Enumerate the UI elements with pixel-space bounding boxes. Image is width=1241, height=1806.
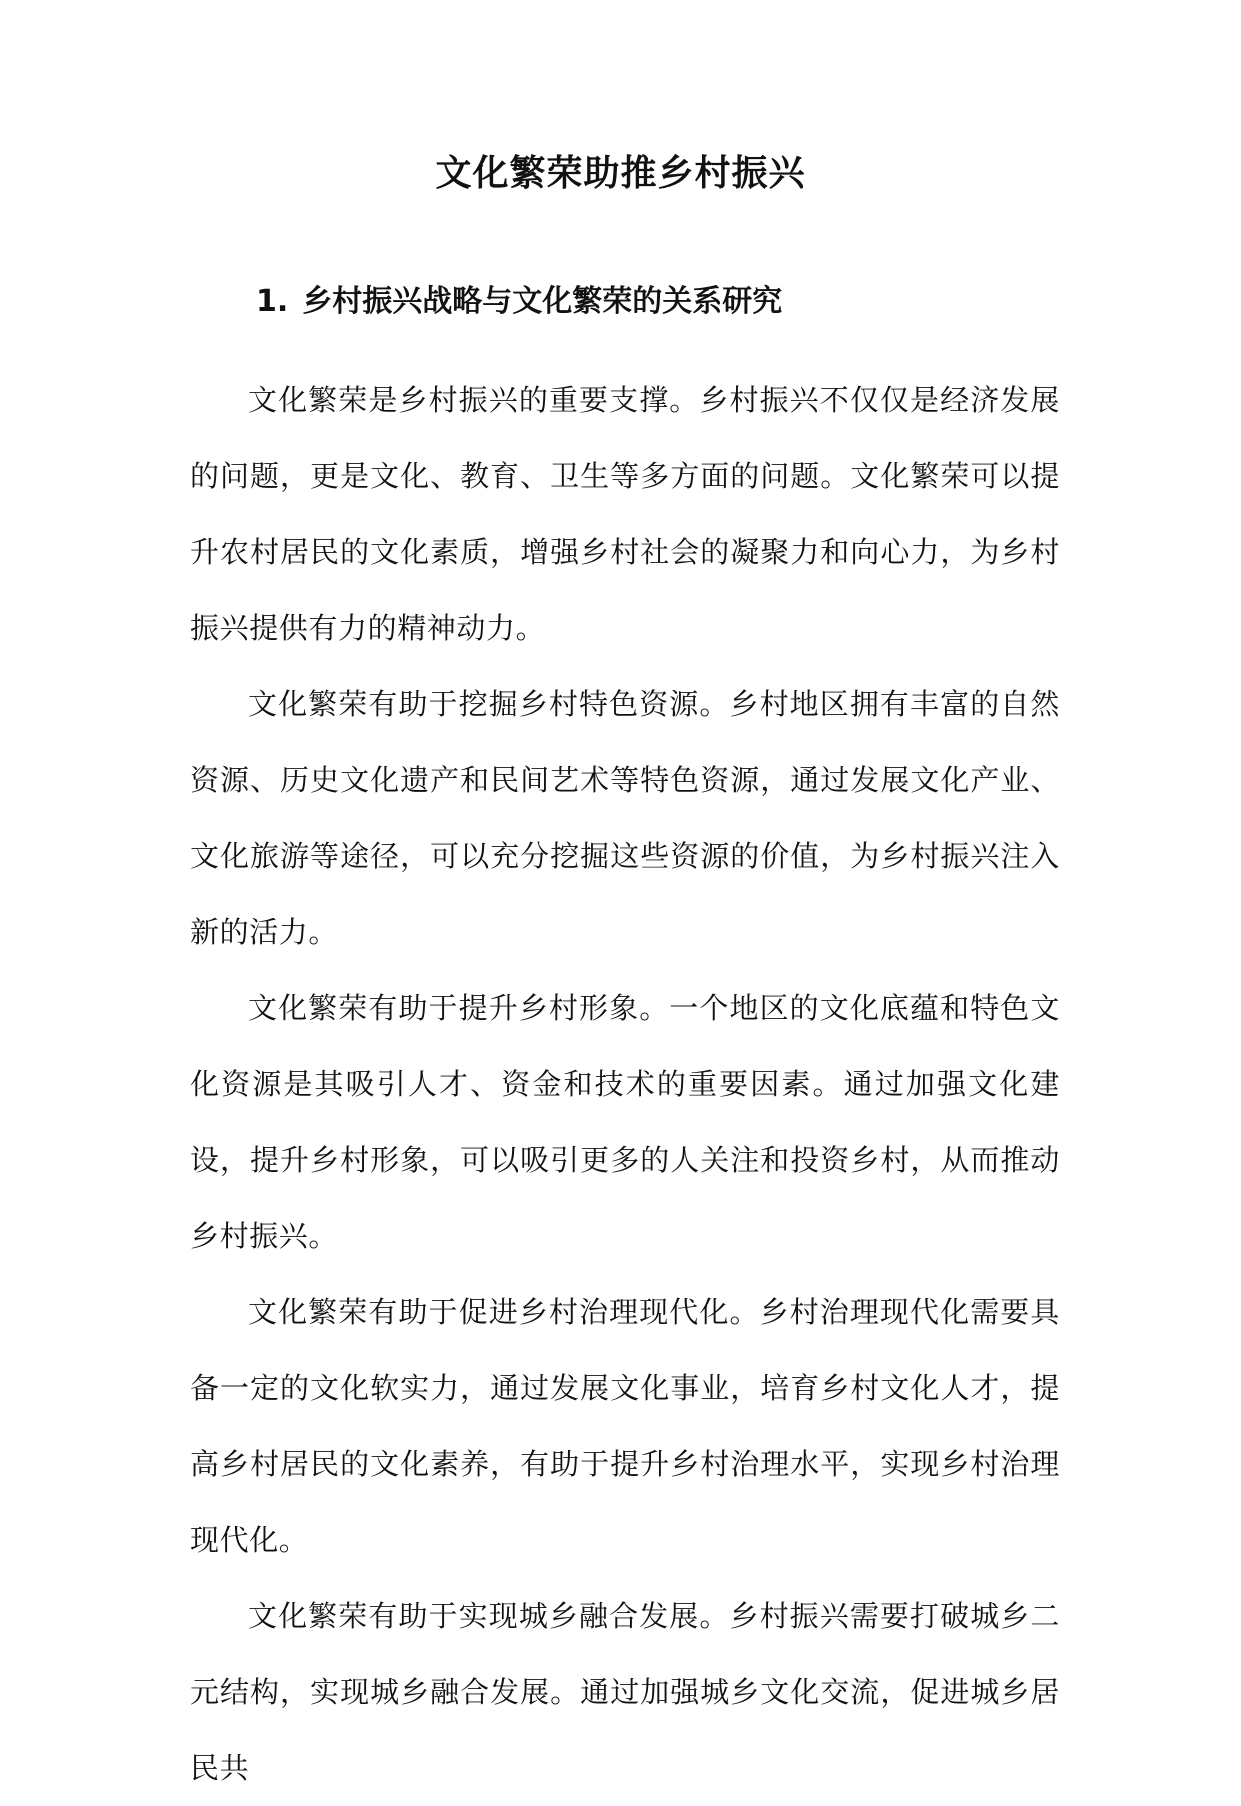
paragraph: 文化繁荣有助于挖掘乡村特色资源。乡村地区拥有丰富的自然资源、历史文化遗产和民间艺术等特色资源，通过发展文化产业、文化旅游等途径，可以充分挖掘这些资源的价值，为乡村振兴注入新的活力。 xyxy=(190,687,1060,949)
paragraph: 文化繁荣有助于提升乡村形象。一个地区的文化底蕴和特色文化资源是其吸引人才、资金和技术的重要因素。通过加强文化建设，提升乡村形象，可以吸引更多的人关注和投资乡村，从而推动乡村振兴。 xyxy=(190,991,1060,1253)
paragraph: 文化繁荣有助于促进乡村治理现代化。乡村治理现代化需要具备一定的文化软实力，通过发展文化事业，培育乡村文化人才，提高乡村居民的文化素养，有助于提升乡村治理水平，实现乡村治理现代化。 xyxy=(190,1295,1060,1557)
paragraph: 文化繁荣有助于实现城乡融合发展。乡村振兴需要打破城乡二元结构，实现城乡融合发展。通过加强城乡文化交流，促进城乡居民共 xyxy=(190,1599,1060,1785)
section-heading xyxy=(256,280,1076,324)
section-heading-text: 乡村振兴战略与文化繁荣的关系研究 xyxy=(302,284,783,319)
body-text xyxy=(190,362,1060,1806)
paragraph: 文化繁荣是乡村振兴的重要支撑。乡村振兴不仅仅是经济发展的问题，更是文化、教育、卫生等多方面的问题。文化繁荣可以提升农村居民的文化素质，增强乡村社会的凝聚力和向心力，为乡村振兴提供有力的精神动力。 xyxy=(190,383,1060,645)
document-title: 文化繁荣助推乡村振兴 xyxy=(435,153,806,194)
section-number: 1. xyxy=(256,284,289,319)
